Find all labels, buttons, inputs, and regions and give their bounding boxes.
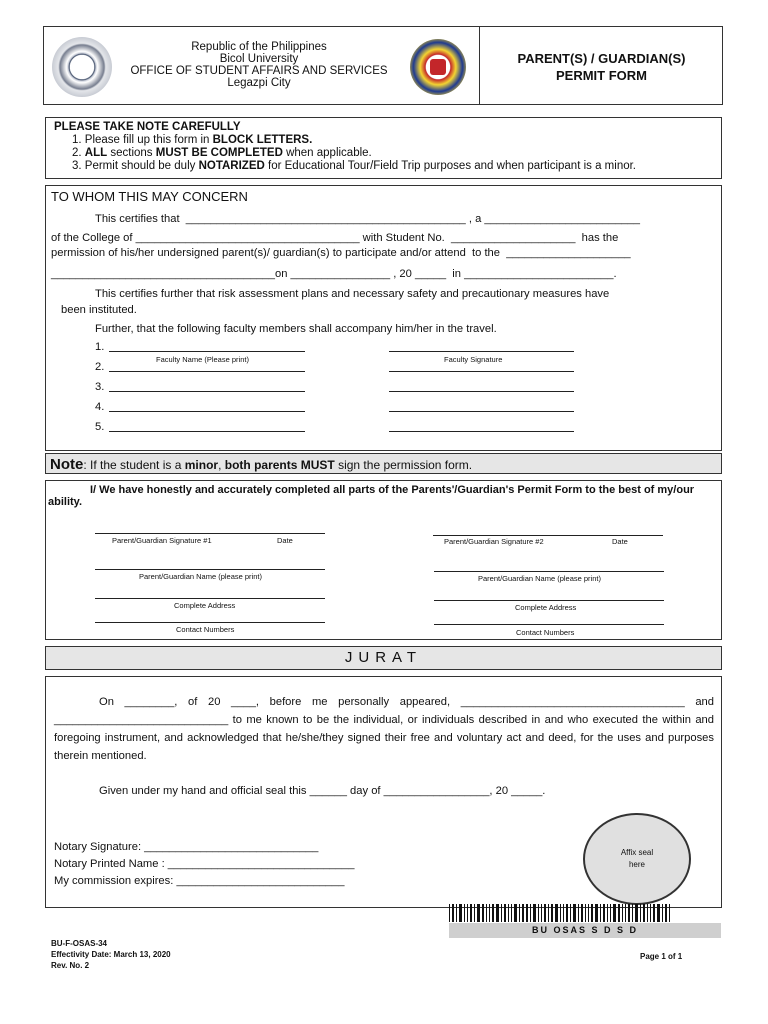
page-number: Page 1 of 1 [640, 952, 683, 961]
notary-name-line[interactable]: Notary Printed Name : ______________________________ [54, 858, 355, 870]
cert-line-6: been instituted. [61, 304, 137, 316]
contact-1-field[interactable] [95, 622, 325, 623]
note-minor: minor [184, 458, 219, 472]
contact-2-field[interactable] [434, 624, 664, 625]
barcode [449, 904, 721, 922]
minor-note-bar [45, 453, 722, 474]
form-header [43, 26, 723, 105]
instruction-2-text: sections [107, 147, 156, 159]
seal-text-2: here [628, 860, 645, 869]
office-name: OFFICE OF STUDENT AFFAIRS AND SERVICES [130, 65, 388, 77]
parent-signature-1-caption: Parent/Guardian Signature #1 [112, 536, 212, 545]
parent-signature-2-field[interactable] [433, 535, 663, 536]
instruction-2-all: ALL [84, 147, 108, 159]
note-label: Note [50, 456, 84, 473]
instruction-3-tail: for Educational Tour/Field Trip purposes and when participant is a minor. [264, 160, 636, 172]
osas-logo [410, 39, 466, 95]
address-1-caption: Complete Address [174, 601, 236, 610]
instructions-heading: PLEASE TAKE NOTE CAREFULLY [54, 121, 241, 133]
note-both-parents: both parents MUST [224, 458, 335, 472]
parent-signature-1-field[interactable] [95, 533, 325, 534]
faculty-name-caption: Faculty Name (Please print) [156, 355, 249, 364]
university-seal-logo [52, 37, 112, 97]
parent-name-2-field[interactable] [434, 571, 664, 572]
faculty-number-1: 1. [95, 341, 105, 353]
instruction-1 [54, 134, 713, 147]
contact-2-caption: Contact Numbers [516, 628, 575, 637]
instruction-2-emphasis: MUST BE COMPLETED [155, 147, 283, 159]
address-1-field[interactable] [95, 598, 325, 599]
note-text-e: sign the permission form. [334, 458, 473, 472]
faculty-name-field-4[interactable] [109, 411, 305, 412]
seal-text-1: Affix seal [620, 848, 654, 857]
faculty-signature-field-2[interactable] [389, 371, 574, 372]
instruction-1-emphasis: BLOCK LETTERS. [212, 134, 313, 146]
university-name: Bicol University [219, 53, 299, 65]
cert-line-2[interactable]: of the College of ____________________________________ with Student No. ____________________ has the [51, 232, 619, 244]
faculty-number-4: 4. [95, 401, 105, 413]
faculty-number-5: 5. [95, 421, 105, 433]
faculty-signature-field-1[interactable] [389, 351, 574, 352]
faculty-signature-field-4[interactable] [389, 411, 574, 412]
date-1-caption: Date [277, 536, 293, 545]
form-code: BU-F-OSAS-34 [51, 939, 108, 948]
city-line: Legazpi City [227, 77, 291, 89]
given-under-line[interactable]: Given under my hand and official seal this ______ day of _________________, 20 _____. [99, 785, 546, 797]
instruction-1-text: 1. Please fill up this form in [72, 134, 213, 146]
form-title [479, 27, 724, 106]
address-2-caption: Complete Address [515, 603, 577, 612]
parent-name-1-field[interactable] [95, 569, 325, 570]
cert-line-7: Further, that the following faculty members shall accompany him/her in the travel. [95, 323, 497, 335]
faculty-signature-field-5[interactable] [389, 431, 574, 432]
form-title-line2: PERMIT FORM [556, 67, 647, 83]
parent-name-2-caption: Parent/Guardian Name (please print) [478, 574, 601, 583]
instruction-2-num: 2. [72, 147, 85, 159]
form-footer [51, 938, 171, 971]
cert-line-4[interactable]: ____________________________________on ________________ , 20 _____ in ________________________. [51, 268, 617, 280]
faculty-signature-caption: Faculty Signature [444, 355, 503, 364]
notary-signature-line[interactable]: Notary Signature: ____________________________ [54, 841, 319, 853]
note-text-c: , [218, 458, 225, 472]
affix-seal-circle [583, 813, 691, 905]
instruction-3 [54, 160, 713, 173]
barcode-label: BU OSAS S D S D [449, 923, 721, 938]
date-2-caption: Date [612, 537, 628, 546]
republic-line: Republic of the Philippines [191, 41, 327, 53]
declaration-text: I/ We have honestly and accurately completed all parts of the Parents'/Guardian's Permit Form to the best of my/our ability. [48, 484, 695, 508]
form-title-line1: PARENT(S) / GUARDIAN(S) [517, 50, 686, 66]
cert-line-5: This certifies further that risk assessment plans and necessary safety and precautionary measures have [95, 288, 610, 300]
instruction-3-text: 3. Permit should be duly [72, 160, 199, 172]
note-text-a: : If the student is a [83, 458, 185, 472]
instructions-box [45, 117, 722, 179]
instruction-2 [54, 147, 713, 160]
commission-expiry-line[interactable]: My commission expires: ___________________________ [54, 875, 345, 887]
cert-line-3[interactable]: permission of his/her undersigned parent(s)/ guardian(s) to participate and/or attend to the ____________________ [51, 247, 631, 259]
university-heading [114, 41, 404, 89]
jurat-paragraph: On ________, of 20 ____, before me personally appeared, ____________________________________ and ____________________________ to me known to be the individual, or individuals described in and who executed the within and foregoing instrument, and acknowledged that he/she/they signed their free and voluntary act and deed, for the uses and purposes therein mentioned. [54, 696, 714, 762]
faculty-name-field-2[interactable] [109, 371, 305, 372]
address-2-field[interactable] [434, 600, 664, 601]
faculty-name-field-1[interactable] [109, 351, 305, 352]
faculty-signature-field-3[interactable] [389, 391, 574, 392]
contact-1-caption: Contact Numbers [176, 625, 235, 634]
faculty-number-3: 3. [95, 381, 105, 393]
instruction-3-emphasis: NOTARIZED [198, 160, 265, 172]
jurat-title-bar: JURAT [45, 646, 722, 670]
parent-name-1-caption: Parent/Guardian Name (please print) [139, 572, 262, 581]
concern-heading: TO WHOM THIS MAY CONCERN [51, 189, 248, 204]
faculty-name-field-5[interactable] [109, 431, 305, 432]
instruction-2-tail: when applicable. [282, 147, 372, 159]
faculty-name-field-3[interactable] [109, 391, 305, 392]
cert-line-1[interactable]: This certifies that _____________________________________________ , a _________________________ [95, 213, 640, 225]
effectivity-date: Effectivity Date: March 13, 2020 [51, 950, 171, 959]
certification-section [45, 185, 722, 451]
parent-signature-section [45, 480, 722, 640]
revision-number: Rev. No. 2 [51, 961, 90, 970]
faculty-number-2: 2. [95, 361, 105, 373]
parent-signature-2-caption: Parent/Guardian Signature #2 [444, 537, 544, 546]
jurat-section [45, 676, 722, 908]
